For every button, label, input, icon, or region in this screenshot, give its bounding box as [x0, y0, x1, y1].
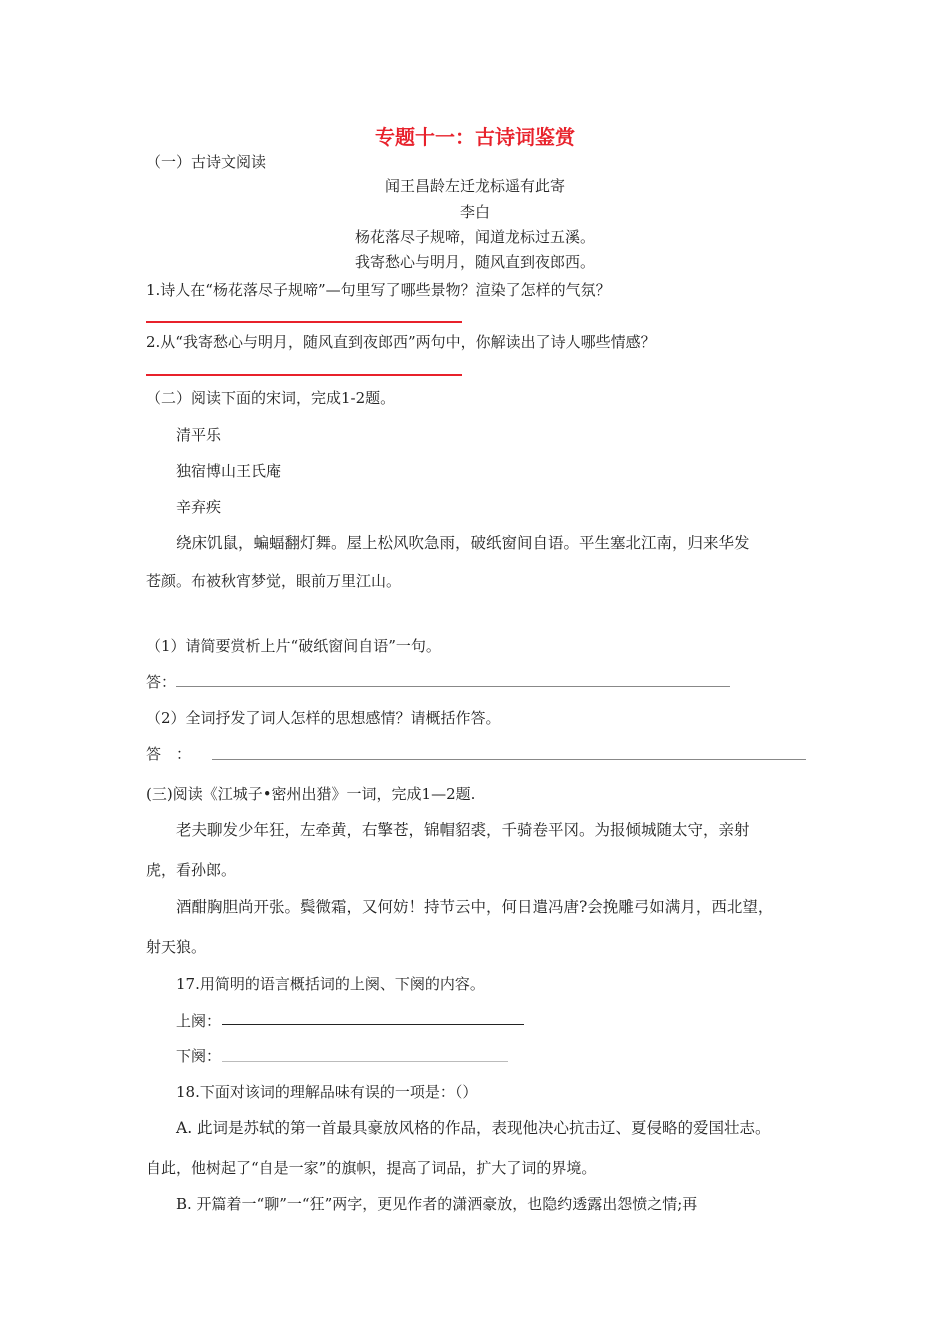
ci-text: 虎，看孙郎。	[146, 861, 237, 879]
sub-question-2: （2）全词抒发了词人怎样的思想感情？请概括作答。	[146, 709, 501, 727]
answer-label: 答：	[146, 673, 177, 691]
lower-stanza-answer-line[interactable]	[222, 1061, 508, 1062]
poem-title: 闻王昌龄左迁龙标遥有此寄	[384, 177, 565, 195]
poem-line: 杨花落尽子规啼，闻道龙标过五溪。	[354, 228, 595, 246]
ci-author: 辛弃疾	[176, 498, 222, 516]
lower-stanza-label: 下阕：	[176, 1047, 222, 1065]
option-a-continued: 自此，他树起了“自是一家”的旗帜，提高了词品，扩大了词的界境。	[146, 1159, 597, 1177]
option-b: B. 开篇着一“聊”一“狂”两字，更见作者的潇洒豪放，也隐约透露出怨愤之情;再	[176, 1195, 698, 1213]
question-1: 1.诗人在“杨花落尽子规啼”—句里写了哪些景物？渲染了怎样的气氛？	[146, 281, 611, 299]
section-1-heading: （一）古诗文阅读	[146, 153, 267, 171]
ci-text: 老夫聊发少年狂，左牵黄，右擎苍，锦帽貂裘，千骑卷平冈。为报倾城随太守，亲射	[176, 821, 750, 839]
answer-rule	[146, 321, 462, 323]
ci-text: 苍颜。布被秋宵梦觉，眼前万里江山。	[146, 572, 402, 590]
option-a: A. 此词是苏轼的第一首最具豪放风格的作品，表现他决心抗击辽、夏侵略的爱国壮志。	[176, 1119, 771, 1137]
answer-line[interactable]	[176, 686, 730, 687]
ci-title: 独宿博山王氏庵	[176, 462, 282, 480]
ci-tune-name: 清平乐	[176, 426, 222, 444]
poem-line: 我寄愁心与明月，随风直到夜郎西。	[354, 253, 595, 271]
section-3-heading: (三)阅读《江城子•密州出猎》一词，完成1—2题.	[146, 785, 476, 803]
sub-question-1: （1）请简要赏析上片“破纸窗间自语”一句。	[146, 637, 441, 655]
section-2-heading: （二）阅读下面的宋词，完成1-2题。	[146, 389, 396, 407]
ci-text: 射天狼。	[146, 938, 207, 956]
upper-stanza-answer-line[interactable]	[222, 1024, 524, 1025]
upper-stanza-label: 上阕：	[176, 1012, 222, 1030]
question-18: 18.下面对该词的理解品味有误的一项是：（）	[176, 1083, 478, 1101]
answer-line[interactable]	[212, 759, 806, 760]
answer-rule	[146, 374, 462, 376]
poem-author: 李白	[459, 203, 490, 221]
ci-text: 绕床饥鼠，蝙蝠翻灯舞。屋上松风吹急雨，破纸窗间自语。平生塞北江南，归来华发	[176, 534, 750, 552]
ci-text: 酒酣胸胆尚开张。鬓微霜，又何妨！持节云中，何日遣冯唐?会挽雕弓如满月，西北望，	[176, 898, 774, 916]
question-17: 17.用简明的语言概括词的上阕、下阕的内容。	[176, 975, 485, 993]
question-2: 2.从“我寄愁心与明月，随风直到夜郎西”两句中，你解读出了诗人哪些情感？	[146, 333, 656, 351]
answer-label: 答 ：	[146, 745, 192, 763]
page-title: 专题十一：古诗词鉴赏	[375, 125, 575, 149]
